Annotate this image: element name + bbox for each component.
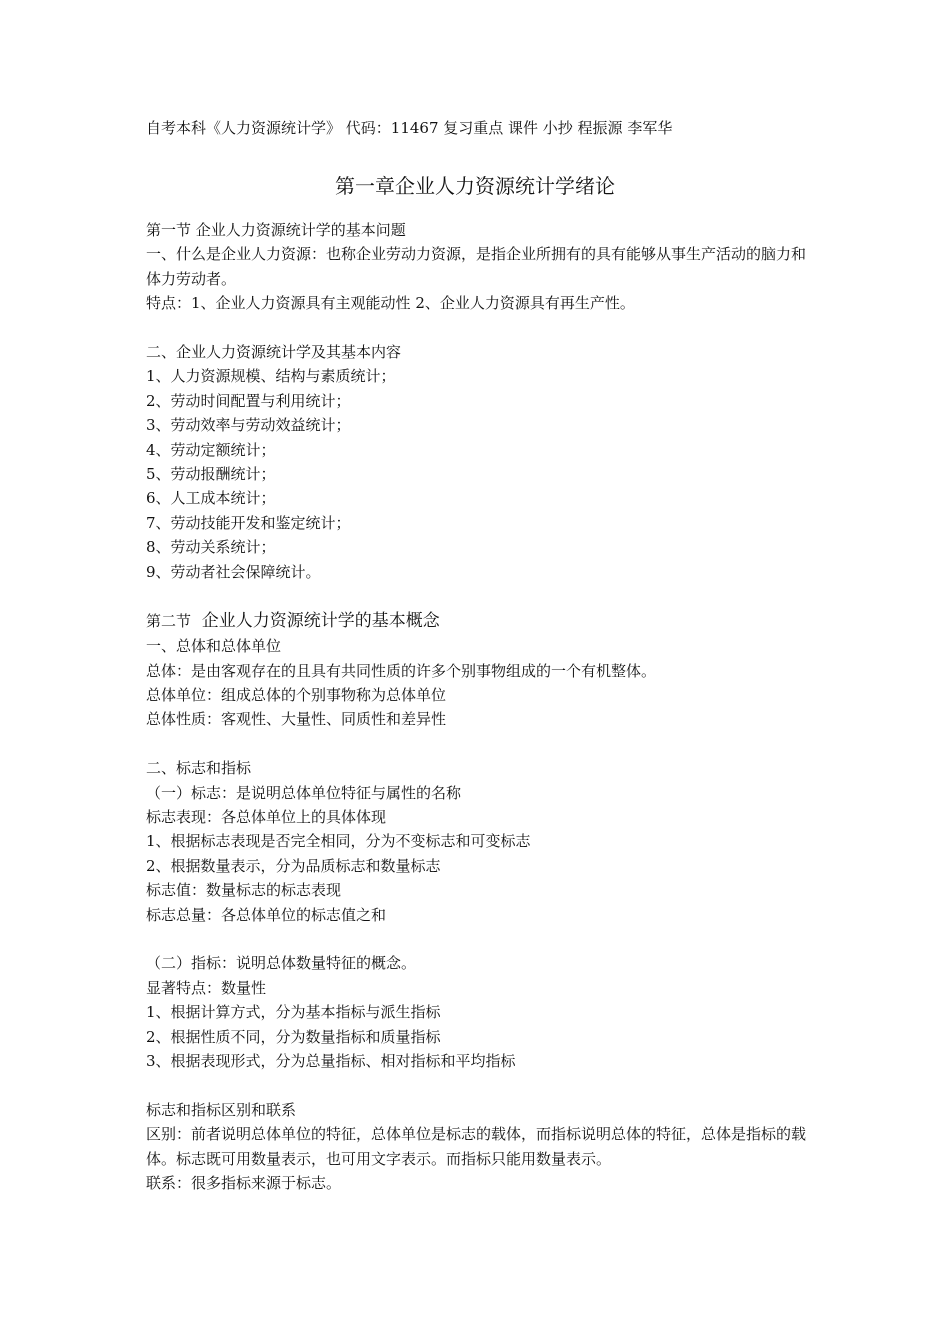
indicators-line: 显著特点：数量性 (146, 978, 267, 997)
indicators-line: （二）指标：说明总体数量特征的概念。 (146, 954, 417, 973)
list-item: 4、劳动定额统计； (146, 440, 276, 459)
list-item: 9、劳动者社会保障统计。 (146, 562, 321, 581)
human-resource-definition: 一、什么是企业人力资源：也称企业劳动力资源，是指企业所拥有的具有能够从事生产活动的脑力和体力劳动者。 (146, 245, 807, 288)
spacer (146, 732, 816, 756)
list-item: 7、劳动技能开发和鉴定统计； (146, 513, 351, 532)
marks-line: 标志值：数量标志的标志表现 (146, 881, 342, 900)
section-2-title (146, 608, 816, 634)
indicators-line: 1、根据计算方式，分为基本指标与派生指标 (146, 1003, 441, 1022)
chapter-title: 第一章企业人力资源统计学绪论 (335, 174, 615, 198)
population-heading: 一、总体和总体单位 (146, 637, 282, 656)
marks-line: 1、根据标志表现是否完全相同，分为不变标志和可变标志 (146, 832, 531, 851)
list-item: 3、劳动效率与劳动效益统计； (146, 416, 351, 435)
marks-heading: 二、标志和指标 (146, 759, 252, 778)
document-body (146, 218, 816, 1195)
marks-line: （一）标志：是说明总体单位特征与属性的名称 (146, 783, 462, 802)
population-nature: 总体性质：客观性、大量性、同质性和差异性 (146, 710, 447, 729)
marks-line: 标志总量：各总体单位的标志值之和 (146, 905, 387, 924)
relation-heading: 标志和指标区别和联系 (146, 1100, 297, 1119)
list-item: 8、劳动关系统计； (146, 538, 276, 557)
content-heading: 二、企业人力资源统计学及其基本内容 (146, 342, 402, 361)
section-2-title-prefix: 第二节 (146, 612, 192, 631)
indicators-line: 3、根据表现形式，分为总量指标、相对指标和平均指标 (146, 1051, 516, 1070)
document-header: 自考本科《人力资源统计学》 代码：11467 复习重点 课件 小抄 程振源 李军华 (146, 119, 673, 137)
section-2-title-main: 企业人力资源统计学的基本概念 (201, 611, 440, 632)
list-item: 2、劳动时间配置与利用统计； (146, 391, 351, 410)
spacer (146, 584, 816, 608)
spacer (146, 927, 816, 951)
connection-text: 联系：很多指标来源于标志。 (146, 1173, 342, 1192)
section-1-title: 第一节 企业人力资源统计学的基本问题 (146, 221, 406, 239)
list-item: 1、人力资源规模、结构与素质统计； (146, 367, 396, 386)
list-item: 5、劳动报酬统计； (146, 464, 276, 483)
population-definition: 总体：是由客观存在的且具有共同性质的许多个别事物组成的一个有机整体。 (146, 661, 657, 680)
marks-line: 标志表现：各总体单位上的具体体现 (146, 808, 387, 827)
list-item: 6、人工成本统计； (146, 489, 276, 508)
human-resource-features: 特点：1、企业人力资源具有主观能动性 2、企业人力资源具有再生产性。 (146, 294, 635, 313)
indicators-line: 2、根据性质不同，分为数量指标和质量指标 (146, 1027, 441, 1046)
spacer (146, 316, 816, 340)
marks-line: 2、根据数量表示，分为品质标志和数量标志 (146, 856, 441, 875)
population-unit: 总体单位：组成总体的个别事物称为总体单位 (146, 686, 447, 705)
spacer (146, 1073, 816, 1097)
difference-text: 区别：前者说明总体单位的特征，总体单位是标志的载体，而指标说明总体的特征，总体是指标的载体。标志既可用数量表示，也可用文字表示。而指标只能用数量表示。 (146, 1125, 807, 1168)
